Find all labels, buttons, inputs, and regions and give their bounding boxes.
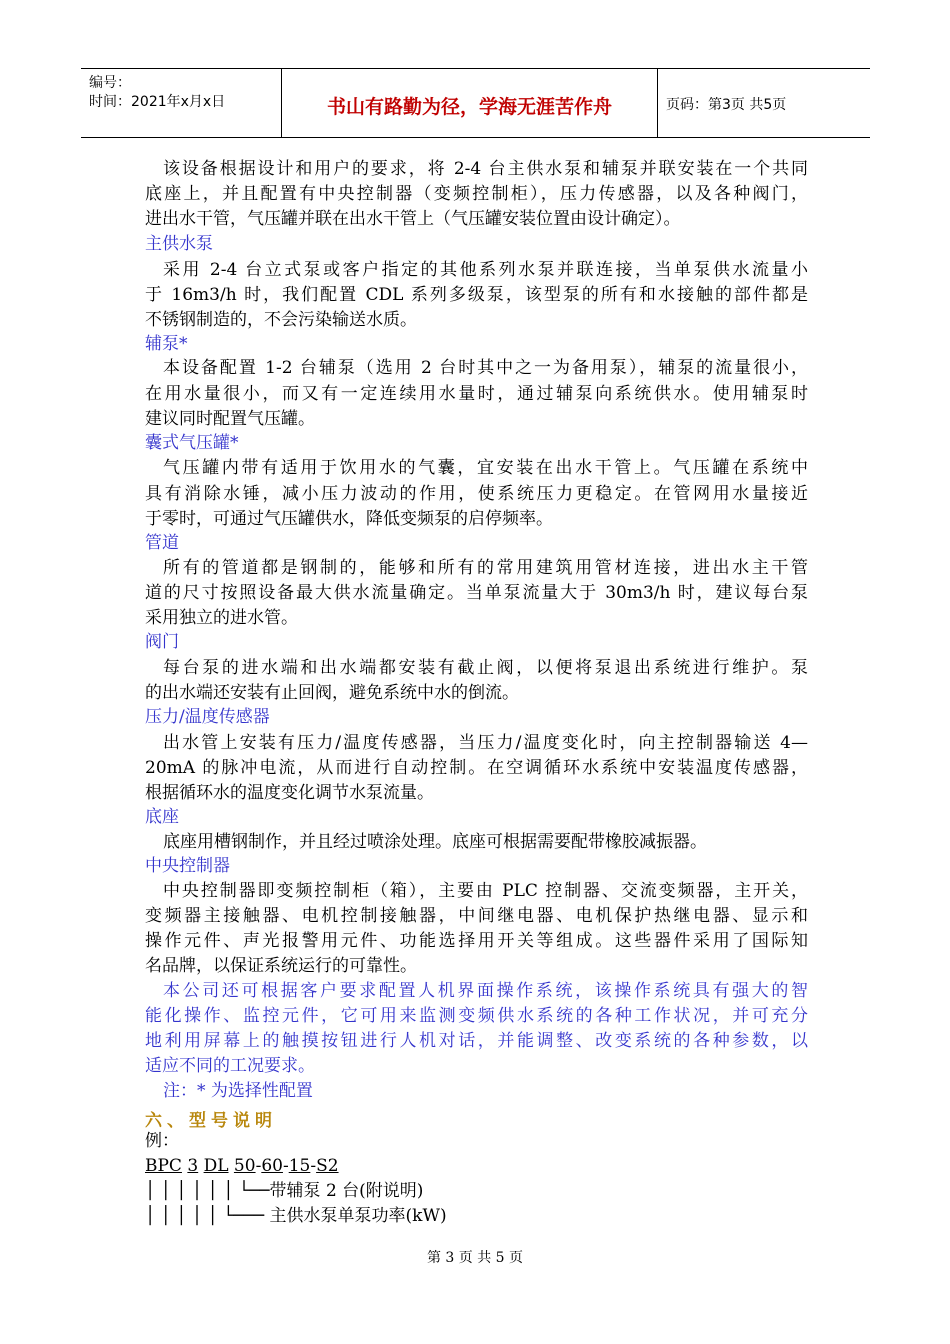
header-page-cell bbox=[658, 69, 870, 137]
paragraph-line: 建议同时配置气压罐。 bbox=[145, 409, 315, 429]
intro-line: 底座上，并且配置有中央控制器（变频控制柜），压力传感器，以及各种阀门， bbox=[145, 184, 808, 204]
paragraph-line: 在用水量很小，而又有一定连续用水量时，通过辅泵向系统供水。使用辅泵时 bbox=[145, 384, 808, 404]
intro-line: 该设备根据设计和用户的要求，将 2-4 台主供水泵和辅泵并联安装在一个共同 bbox=[163, 159, 808, 179]
paragraph-line: 道的尺寸按照设备最大供水流量确定。当单泵流量大于 30m3/h 时，建议每台泵 bbox=[145, 583, 808, 603]
header-motto-cell bbox=[282, 69, 658, 137]
model-part: DL bbox=[203, 1156, 229, 1176]
header-motto: 书山有路勤为径，学海无涯苦作舟 bbox=[326, 96, 612, 118]
paragraph-line: 所有的管道都是钢制的，能够和所有的常用建筑用管材连接，进出水主干管 bbox=[163, 558, 808, 578]
model-part: BPC bbox=[145, 1156, 182, 1176]
paragraph-line: 中央控制器即变频控制柜（箱），主要由 PLC 控制器、交流变频器，主开关， bbox=[163, 881, 808, 901]
hmi-paragraph-line: 能化操作、监控元件，它可用来监测变频供水系统的各种工作状况，并可充分 bbox=[145, 1006, 808, 1026]
paragraph-line: 本设备配置 1-2 台辅泵（选用 2 台时其中之一为备用泵），辅泵的流量很小， bbox=[163, 358, 808, 378]
paragraph-line: 名品牌，以保证系统运行的可靠性。 bbox=[145, 956, 417, 976]
section-title: 压力/温度传感器 bbox=[145, 707, 270, 727]
header-meta-cell bbox=[81, 69, 282, 137]
section-title: 囊式气压罐* bbox=[145, 433, 239, 453]
model-part: 50 bbox=[233, 1156, 256, 1176]
section-heading-model-description: 六、型号说明 bbox=[145, 1111, 277, 1131]
section-title: 阀门 bbox=[145, 632, 179, 652]
paragraph-line: 于零时，可通过气压罐供水，降低变频泵的启停频率。 bbox=[145, 509, 553, 529]
paragraph-line: 出水管上安装有压力/温度传感器，当压力/温度变化时，向主控制器输送 4— bbox=[163, 733, 808, 753]
doc-time-label: 时间：2021年x月x日 bbox=[89, 94, 226, 110]
section-title: 管道 bbox=[145, 533, 179, 553]
intro-line: 进出水干管，气压罐并联在出水干管上（气压罐安装位置由设计确定）。 bbox=[145, 209, 681, 229]
paragraph-line: 不锈钢制造的，不会污染输送水质。 bbox=[145, 310, 417, 330]
paragraph-line: 气压罐内带有适用于饮用水的气囊，宜安装在出水干管上。气压罐在系统中 bbox=[163, 458, 808, 478]
model-part: 3 bbox=[187, 1156, 199, 1176]
paragraph-line: 每台泵的进水端和出水端都安装有截止阀，以便将泵退出系统进行维护。泵 bbox=[163, 658, 808, 678]
hmi-paragraph-line: 本公司还可根据客户要求配置人机界面操作系统，该操作系统具有强大的智 bbox=[163, 981, 808, 1001]
model-code: BPC 3 DL 50-60-15-S2 bbox=[145, 1156, 339, 1176]
paragraph-line: 具有消除水锤，减小压力波动的作用，使系统压力更稳定。在管网用水量接近 bbox=[145, 484, 808, 504]
paragraph-line: 采用 2-4 台立式泵或客户指定的其他系列水泵并联连接，当单泵供水流量小 bbox=[163, 260, 808, 280]
section-title: 主供水泵 bbox=[145, 234, 213, 254]
section-title: 辅泵* bbox=[145, 334, 188, 354]
model-part: 60 bbox=[261, 1156, 283, 1176]
page-header bbox=[81, 68, 870, 138]
paragraph-line: 操作元件、声光报警用元件、功能选择用开关等组成。这些器件采用了国际知 bbox=[145, 931, 808, 951]
model-legend-line: │ │ │ │ │ └─── 主供水泵单泵功率(kW) bbox=[145, 1206, 447, 1226]
paragraph-line: 根据循环水的温度变化调节水泵流量。 bbox=[145, 783, 434, 803]
model-legend-line: │ │ │ │ │ │ └──带辅泵 2 台(附说明) bbox=[145, 1181, 424, 1201]
example-label: 例： bbox=[145, 1131, 179, 1151]
section-title: 底座 bbox=[145, 807, 179, 827]
hmi-paragraph-line: 地利用屏幕上的触摸按钮进行人机对话，并能调整、改变系统的各种参数，以 bbox=[145, 1031, 808, 1051]
model-part: S2 bbox=[316, 1156, 339, 1176]
page-footer: 第 3 页 共 5 页 bbox=[426, 1250, 524, 1266]
section-title: 中央控制器 bbox=[145, 856, 230, 876]
paragraph-line: 底座用槽钢制作，并且经过喷涂处理。底座可根据需要配带橡胶减振器。 bbox=[163, 832, 707, 852]
doc-number-label: 编号： bbox=[89, 75, 131, 91]
paragraph-line: 变频器主接触器、电机控制接触器，中间继电器、电机保护热继电器、显示和 bbox=[145, 906, 808, 926]
optional-config-note: 注：* 为选择性配置 bbox=[163, 1081, 313, 1101]
paragraph-line: 的出水端还安装有止回阀，避免系统中水的倒流。 bbox=[145, 683, 519, 703]
hmi-paragraph-line: 适应不同的工况要求。 bbox=[145, 1056, 315, 1076]
paragraph-line: 20mA 的脉冲电流，从而进行自动控制。在空调循环水系统中安装温度传感器， bbox=[145, 758, 808, 778]
header-page-number: 页码：第3页 共5页 bbox=[666, 97, 787, 113]
paragraph-line: 于 16m3/h 时，我们配置 CDL 系列多级泵，该型泵的所有和水接触的部件都是 bbox=[145, 285, 808, 305]
model-part: 15 bbox=[288, 1156, 311, 1176]
paragraph-line: 采用独立的进水管。 bbox=[145, 608, 298, 628]
